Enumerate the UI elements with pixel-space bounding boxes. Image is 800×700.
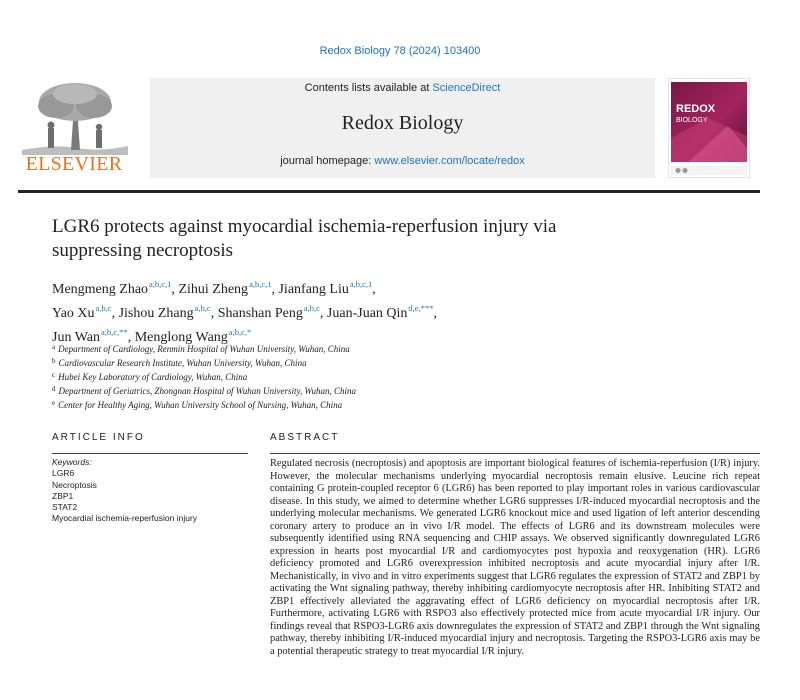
affiliation-mark: e: [52, 399, 56, 407]
author-name[interactable]: Jun Wan: [52, 330, 101, 345]
sciencedirect-link[interactable]: ScienceDirect: [432, 82, 501, 94]
article-title-line-2: suppressing necroptosis: [52, 240, 234, 261]
article-info-heading: ARTICLE INFO: [52, 432, 145, 443]
author-affiliation-marks[interactable]: a,b,c: [194, 303, 211, 313]
abstract-heading: ABSTRACT: [270, 432, 340, 443]
affiliation-mark: b: [52, 357, 56, 365]
author-name[interactable]: Jianfang Liu: [278, 282, 349, 297]
author-separator: ,: [210, 306, 215, 321]
homepage-prefix: journal homepage:: [280, 155, 375, 167]
author-line: [52, 299, 612, 323]
keyword-item: Myocardial ischemia-reperfusion injury: [52, 513, 198, 524]
author-separator: ,: [127, 330, 132, 345]
keyword-item: Necroptosis: [52, 479, 97, 490]
author-affiliation-marks[interactable]: a,b,c: [95, 303, 112, 313]
affiliation-list: [52, 341, 452, 411]
author-name[interactable]: Jishou Zhang: [118, 306, 194, 321]
author-affiliation-marks[interactable]: a,b,c,1: [249, 279, 272, 289]
author-name[interactable]: Zihui Zheng: [178, 282, 249, 297]
abstract-divider: [270, 453, 760, 454]
author-affiliation-marks[interactable]: a,b,c,1: [349, 279, 373, 289]
keywords-label: Keywords:: [52, 457, 92, 467]
author-affiliation-marks[interactable]: a,b,c,**: [101, 327, 128, 337]
author-separator: ,: [319, 306, 324, 321]
affiliation-mark: c: [52, 371, 56, 379]
abstract-body: Regulated necrosis (necroptosis) and apoptosis are important biological features of ischemia-reperfusion (I/R) injury. However, the molecular mechanisms underlying myocardial necroptosis remain elusive. Leucine rich repeat containing G protein-coupled receptor 6 (LGR6) has been reported to play important roles in various cardiovascular disease. In this study, we aimed to determine whether LGR6 suppresses I/R-induced myocardial necroptosis and the underlying molecular mechanisms. We generated LGR6 knockout mice and used ligation of left anterior descending coronary artery to produce an in vivo I/R model. The effects of LGR6 and its downstream molecules were subsequently identified using RNA sequencing and CHIP assays. We observed significantly downregulated LGR6 expression in hearts post myocardial I/R and cardiomyocytes post hypoxia and reoxygenation (HR). LGR6 deficiency promoted and LGR6 overexpression inhibited necroptosis and acute myocardial injury after I/R. Mechanistically, in vivo and in vitro experiments suggest that LGR6 regulates the expression of STAT2 and ZBP1 by activating the Wnt signaling pathway, thereby inhibiting cardiomyocyte necroptosis after HR. Inhibiting STAT2 and ZBP1 effectively alleviated the aggravating effect of LGR6 deficiency on myocardial necroptosis after I/R. Furthermore, activating LGR6 with RSPO3 also effectively protected mice from acute myocardial I/R injury. Our findings reveal that RSPO3-LGR6 axis downregulates the expression of STAT2 and ZBP1 through the Wnt signaling pathway, thereby inhibiting I/R-induced myocardial injury and necroptosis. Targeting the RSPO3-LGR6 axis may be a potential therapeutic strategy to treat myocardial I/R injury.: [270, 458, 760, 657]
elsevier-wordmark: ELSEVIER: [25, 153, 123, 175]
affiliation-text: Cardiovascular Research Institute, Wuhan University, Wuhan, China: [58, 358, 307, 368]
author-separator: ,: [171, 282, 175, 297]
keyword-item: LGR6: [52, 468, 75, 479]
journal-cover-image[interactable]: [668, 78, 750, 178]
author-name[interactable]: Yao Xu: [52, 306, 95, 321]
article-info-divider: [52, 453, 248, 454]
article-title: [52, 215, 612, 263]
author-affiliation-marks[interactable]: a,b,c,*: [228, 327, 252, 337]
keyword-item: ZBP1: [52, 490, 74, 501]
author-name[interactable]: Juan-Juan Qin: [326, 306, 408, 321]
author-separator: ,: [271, 282, 275, 297]
author-separator: ,: [433, 306, 437, 321]
affiliation-text: Department of Cardiology, Renmin Hospital of Wuhan University, Wuhan, China: [58, 344, 350, 354]
affiliation-text: Department of Geriatrics, Zhongnan Hospital of Wuhan University, Wuhan, China: [58, 386, 356, 396]
homepage-link[interactable]: www.elsevier.com/locate/redox: [374, 155, 525, 167]
keywords-block: [52, 457, 248, 525]
cover-title-line2: BIOLOGY: [676, 117, 708, 124]
affiliation-item: [52, 341, 452, 355]
author-list: [52, 275, 612, 347]
keyword-item: STAT2: [52, 502, 78, 513]
author-line: [52, 275, 612, 299]
affiliation-item: [52, 369, 452, 383]
affiliation-item: [52, 397, 452, 411]
homepage-line: [150, 155, 655, 167]
affiliation-mark: d: [52, 385, 56, 393]
author-separator: ,: [372, 282, 376, 297]
journal-citation[interactable]: Redox Biology 78 (2024) 103400: [319, 45, 481, 57]
affiliation-item: [52, 355, 452, 369]
author-name[interactable]: Menglong Wang: [134, 330, 228, 345]
journal-title: Redox Biology: [341, 112, 464, 134]
article-title-line-1: LGR6 protects against myocardial ischemia-reperfusion injury via: [52, 216, 557, 237]
author-name[interactable]: Shanshan Peng: [217, 306, 303, 321]
affiliation-text: Hubei Key Laboratory of Cardiology, Wuhan, China: [58, 372, 248, 382]
affiliation-text: Center for Healthy Aging, Wuhan University School of Nursing, Wuhan, China: [58, 400, 343, 410]
header-divider: [18, 190, 760, 193]
cover-title-line1: REDOX: [676, 103, 716, 115]
author-separator: ,: [111, 306, 116, 321]
contents-line: [150, 82, 655, 94]
contents-prefix: Contents lists available at: [304, 82, 433, 94]
affiliation-mark: a: [52, 343, 56, 351]
author-name[interactable]: Mengmeng Zhao: [52, 282, 149, 297]
author-affiliation-marks[interactable]: a,b,c: [303, 303, 320, 313]
author-affiliation-marks[interactable]: a,b,c,1: [149, 279, 172, 289]
affiliation-item: [52, 383, 452, 397]
author-affiliation-marks[interactable]: d,e,***: [408, 303, 434, 313]
